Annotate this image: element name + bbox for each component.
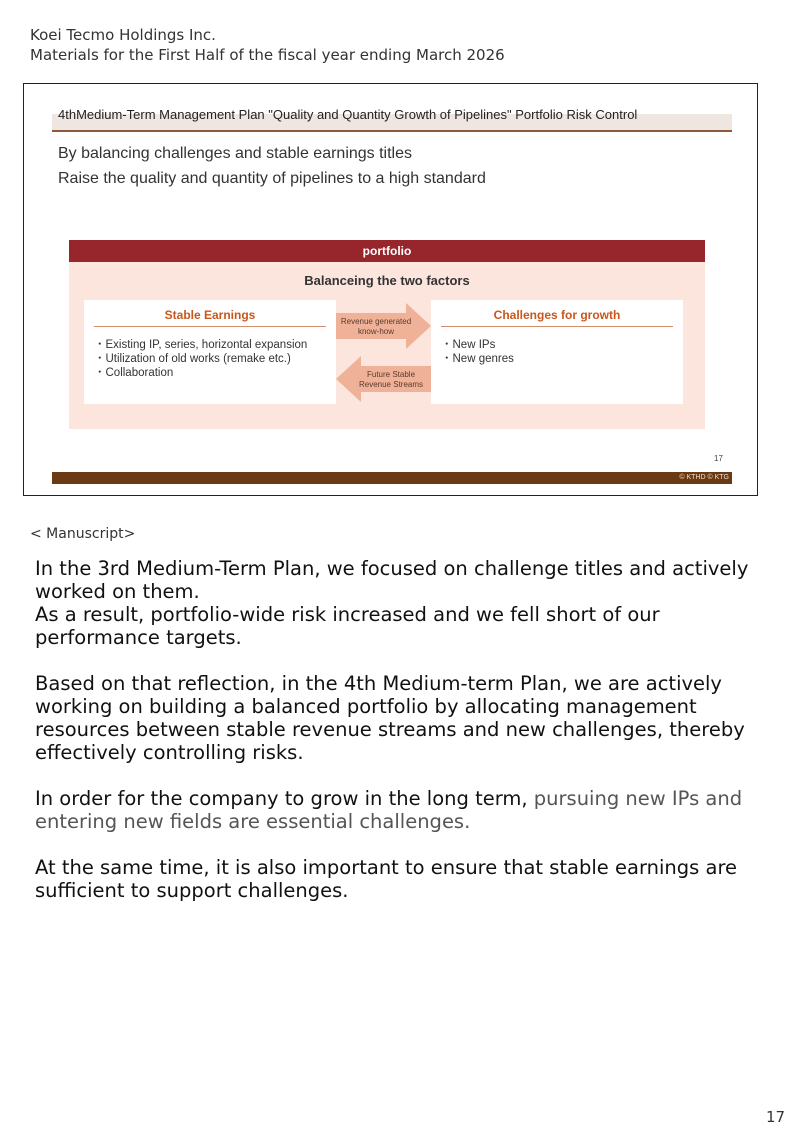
portfolio-subtitle: Balanceing the two factors	[304, 273, 470, 288]
manuscript-label: < Manuscript>	[30, 526, 136, 542]
copyright: © KTHD © KTG	[679, 474, 729, 481]
arrow-right-line-2: know-how	[357, 327, 394, 336]
stable-earnings-box	[84, 300, 336, 404]
manuscript-sentence: As a result, portfolio-wide risk increased and we fell short of our performance targets.	[35, 603, 660, 649]
slide-page-number: 17	[714, 454, 723, 463]
manuscript-text	[35, 557, 765, 925]
manuscript-paragraph-1	[35, 557, 765, 649]
arrow-right-line-1: Revenue generated	[340, 317, 412, 326]
arrow-left-line-2: Revenue Streams	[358, 380, 424, 389]
portfolio-header: portfolio	[69, 240, 705, 262]
arrow-left-line-1: Future Stable	[366, 370, 416, 379]
company-name: Koei Tecmo Holdings Inc.	[30, 26, 216, 44]
stable-earnings-title: Stable Earnings	[94, 308, 326, 327]
slide-footer	[52, 472, 732, 484]
list-item: ・Utilization of old works (remake etc.)	[94, 353, 291, 365]
arrow-right-label	[336, 317, 416, 337]
slide	[23, 83, 758, 496]
manuscript-sentence: In the 3rd Medium-Term Plan, we focused on challenge titles and actively worked on them.	[35, 557, 749, 603]
materials-title: Materials for the First Half of the fiscal year ending March 2026	[30, 46, 505, 64]
list-item: ・New genres	[441, 353, 514, 365]
list-item: ・Collaboration	[94, 367, 174, 379]
slide-title: 4thMedium-Term Management Plan "Quality and Quantity Growth of Pipelines" Portfolio Risk Control	[58, 107, 638, 122]
manuscript-paragraph-3	[35, 787, 765, 833]
list-item: ・New IPs	[441, 339, 496, 351]
manuscript-paragraph-2: Based on that reflection, in the 4th Medium-term Plan, we are actively working on building a balanced portfolio by allocating management resources between stable revenue streams and new challenges, thereby effectively controlling risks.	[35, 672, 745, 764]
manuscript-sentence: In order for the company to grow in the long term,	[35, 787, 534, 810]
slide-title-bar	[52, 107, 732, 132]
arrow-left-label	[351, 370, 431, 390]
challenges-title: Challenges for growth	[441, 308, 673, 327]
manuscript-paragraph-4: At the same time, it is also important to ensure that stable earnings are sufficient to support challenges.	[35, 856, 738, 902]
challenges-list	[441, 338, 514, 366]
list-item: ・Existing IP, series, horizontal expansion	[94, 339, 308, 351]
stable-earnings-list	[94, 338, 307, 380]
page-number: 17	[766, 1108, 786, 1126]
slide-subtitle-2: Raise the quality and quantity of pipelines to a high standard	[58, 170, 486, 187]
manuscript-highlight: pursuing new IPs and entering new fields are essential challenges.	[35, 787, 743, 833]
slide-subtitle-1: By balancing challenges and stable earnings titles	[58, 145, 413, 162]
portfolio-body	[69, 262, 705, 429]
challenges-box	[431, 300, 683, 404]
